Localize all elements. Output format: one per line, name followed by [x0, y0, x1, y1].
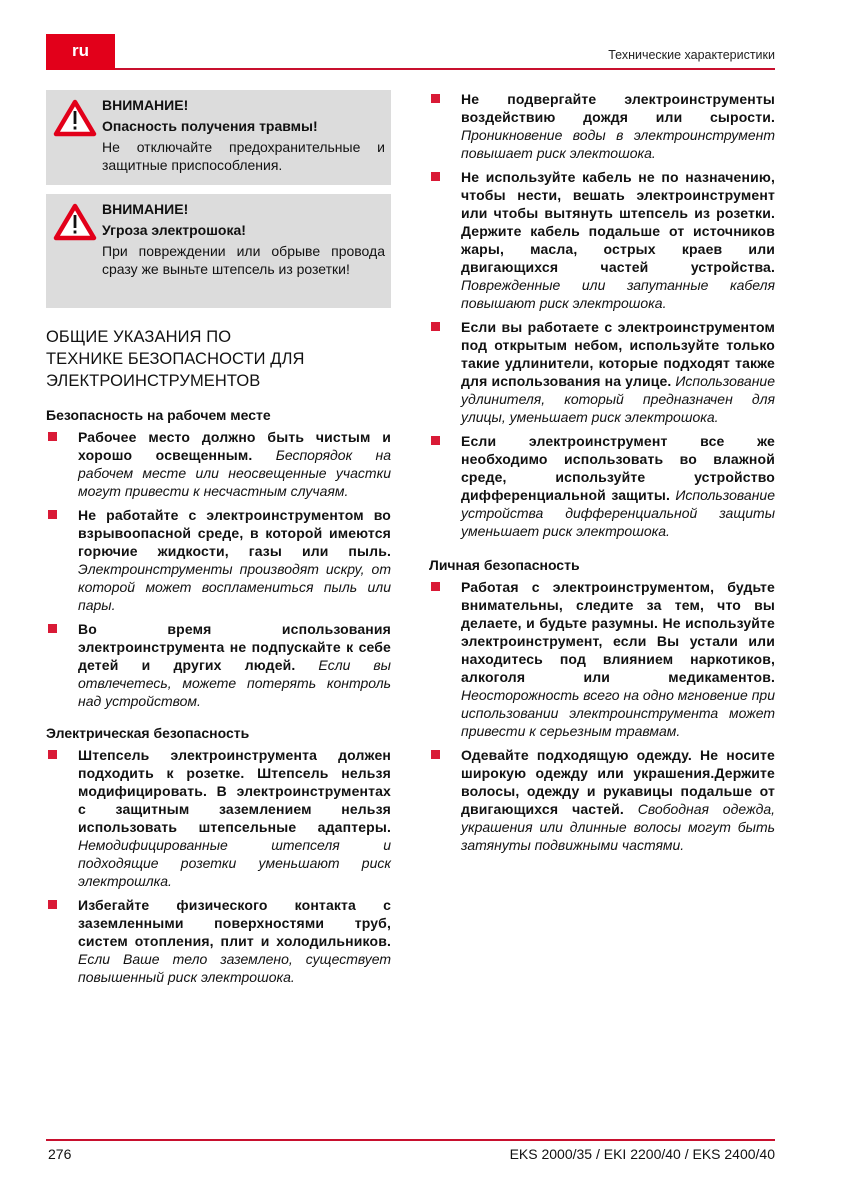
- model-names: EKS 2000/35 / EKI 2200/40 / EKS 2400/40: [509, 1146, 775, 1162]
- item-italic-text: Неосторожность всего на одно мгновение при использовании электроинструмента может привести к серьезным травмам.: [461, 687, 775, 739]
- bullet-square-icon: [431, 172, 440, 181]
- page-number: 276: [48, 1146, 72, 1162]
- list-item: [429, 578, 775, 740]
- item-bold-text: Штепсель электроинструмента должен подходить к розетке. Штепсель нельзя модифицировать. В электроинструментах с защитным заземлением нельзя использовать штепсельные адаптеры.: [78, 747, 391, 835]
- item-bold-text: Не работайте с электроинструментом во взрывоопасной среде, в которой имеются горючие жидкости, газы или пыль.: [78, 507, 391, 559]
- electrical-safety-list-continued: [429, 90, 775, 540]
- item-italic-text: Проникновение воды в электроинструмент повышает риск электошока.: [461, 127, 775, 161]
- item-italic-text: Немодифицированные штепселя и подходящие розетки уменьшают риск электрошлка.: [78, 837, 391, 889]
- workplace-safety-list: [46, 428, 391, 710]
- electrical-safety-heading: Электрическая безопасность: [46, 725, 250, 741]
- warning-subtitle: Опасность получения травмы!: [102, 118, 318, 134]
- electrical-safety-list: [46, 746, 391, 986]
- warning-body: При повреждении или обрыве провода сразу же выньте штепсель из розетки!: [102, 243, 385, 277]
- left-column: [46, 90, 391, 992]
- bullet-square-icon: [48, 432, 57, 441]
- list-item: [46, 506, 391, 614]
- main-heading-line: ЭЛЕКТРОИНСТРУМЕНТОВ: [46, 372, 261, 390]
- list-item: [46, 896, 391, 986]
- item-bold-text: Одевайте подходящую одежду. Не носите широкую одежду или украшения.Держите волосы, одежду и рукавицы подальше от двигающихся частей.: [461, 747, 775, 817]
- list-item: [429, 318, 775, 426]
- list-item: [429, 746, 775, 854]
- warning-subtitle: Угроза электрошока!: [102, 222, 246, 238]
- warning-box-electric-shock: [46, 194, 391, 308]
- item-bold-text: Работая с электроинструментом, будьте внимательны, следите за тем, что вы делаете, и будьте разумны. Не используйте электроинструмент, если Вы устали или находитесь под влиянием наркотиков, алкоголя или медикаментов.: [461, 579, 775, 685]
- item-italic-text: Если вы отвлечетесь, можете потерять контроль над устройством.: [78, 657, 391, 709]
- bullet-square-icon: [48, 900, 57, 909]
- item-bold-text: Если электроинструмент все же необходимо использовать во влажной среде, используйте устройство дифференциальной защиты.: [461, 433, 775, 503]
- bullet-square-icon: [431, 750, 440, 759]
- list-item: [429, 168, 775, 312]
- list-item: [429, 432, 775, 540]
- bullet-square-icon: [431, 582, 440, 591]
- personal-safety-list: [429, 578, 775, 854]
- item-bold-text: Не подвергайте электроинструменты воздействию дождя или сырости.: [461, 91, 775, 125]
- language-tab: [46, 34, 115, 70]
- language-code: ru: [72, 41, 89, 60]
- item-bold-text: Во время использования электроинструмента не подпускайте к себе детей и других людей.: [78, 621, 391, 673]
- bullet-square-icon: [48, 750, 57, 759]
- item-italic-text: Поврежденные или запутанные кабеля повышают риск электрошока.: [461, 277, 775, 311]
- list-item: [46, 746, 391, 890]
- personal-safety-heading: Личная безопасность: [429, 557, 580, 573]
- item-bold-text: Избегайте физического контакта с заземленными поверхностями труб, систем отопления, плит и холодильников.: [78, 897, 391, 949]
- warning-body: Не отключайте предохранительные и защитные приспособления.: [102, 139, 385, 173]
- warning-title: ВНИМАНИЕ!: [102, 201, 189, 217]
- list-item: [46, 620, 391, 710]
- bullet-square-icon: [431, 436, 440, 445]
- item-italic-text: Использование устройства дифференциальной защиты уменьшает риск электрошока.: [461, 487, 775, 539]
- list-item: [46, 428, 391, 500]
- item-italic-text: Использование удлинителя, который предназначен для улицы, уменьшает риск электрошока.: [461, 373, 775, 425]
- main-heading-line: ОБЩИЕ УКАЗАНИЯ ПО: [46, 328, 232, 346]
- warning-triangle-icon: [53, 203, 97, 241]
- main-heading-line: ТЕХНИКЕ БЕЗОПАСНОСТИ ДЛЯ: [46, 350, 305, 368]
- workplace-safety-heading: Безопасность на рабочем месте: [46, 407, 271, 423]
- footer-rule: [46, 1139, 775, 1141]
- item-italic-text: Свободная одежда, украшения или длинные волосы могут быть затянуты подвижными частями.: [461, 801, 775, 853]
- item-italic-text: Беспорядок на рабочем месте или неосвещенные участки могут привести к несчастным случаям.: [78, 447, 391, 499]
- warning-triangle-icon: [53, 99, 97, 137]
- main-heading: [46, 326, 391, 392]
- item-bold-text: Рабочее место должно быть чистым и хорошо освещенным.: [78, 429, 391, 463]
- item-italic-text: Если Ваше тело заземлено, существует повышенный риск электрошока.: [78, 951, 391, 985]
- item-bold-text: Не используйте кабель не по назначению, чтобы нести, вешать электроинструмент или чтобы вытянуть штепсель из розетки. Держите кабель подальше от источников жары, масла, острых краев или двигающихся частей устройства.: [461, 169, 775, 275]
- list-item: [429, 90, 775, 162]
- bullet-square-icon: [48, 510, 57, 519]
- bullet-square-icon: [431, 94, 440, 103]
- warning-title: ВНИМАНИЕ!: [102, 97, 189, 113]
- bullet-square-icon: [48, 624, 57, 633]
- warning-box-injury: [46, 90, 391, 185]
- item-bold-text: Если вы работаете с электроинструментом под открытым небом, используйте только такие удлинители, которые подходят также для использования на улице.: [461, 319, 775, 389]
- item-italic-text: Электроинструменты производят искру, от которой может воспламениться пыль или пары.: [78, 561, 391, 613]
- header-rule: [115, 68, 775, 70]
- right-column: [429, 90, 775, 860]
- bullet-square-icon: [431, 322, 440, 331]
- section-title: Технические характеристики: [608, 48, 775, 62]
